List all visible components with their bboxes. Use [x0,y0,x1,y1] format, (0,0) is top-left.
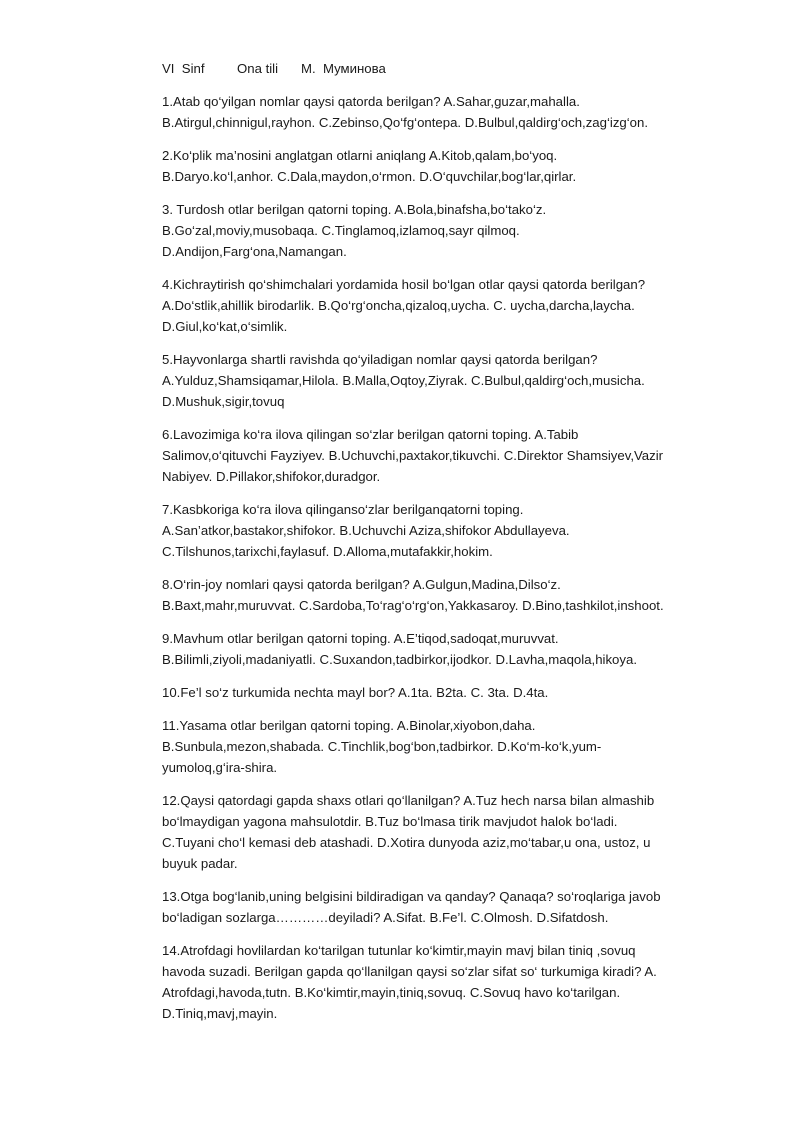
question-item [162,790,702,874]
question-line: 3. Turdosh otlar berilgan qatorni toping. A.Bola,binafsha,bo‘tako‘z. [162,202,547,217]
question-line: 8.O‘rin-joy nomlari qaysi qatorda berilgan? A.Gulgun,Madina,Dilso‘z. [162,577,561,592]
question-line: 7.Kasbkoriga ko‘ra ilova qilinganso‘zlar berilganqatorni toping. [162,502,524,517]
question-line: B.Go‘zal,moviy,musobaqa. C.Tinglamoq,izlamoq,sayr qilmoq. [162,223,520,238]
question-line: 4.Kichraytirish qo‘shimchalari yordamida hosil bo‘lgan otlar qaysi qatorda berilgan? [162,277,646,292]
question-item [162,940,702,1024]
question-line: buyuk padar. [162,856,238,871]
question-item [162,715,702,778]
question-line: Atrofdagi,havoda,tutn. B.Ko‘kimtir,mayin,tiniq,sovuq. C.Sovuq havo ko‘tarilgan. [162,985,621,1000]
question-item [162,574,702,616]
worksheet-header [162,58,702,79]
question-item [162,886,702,928]
question-item [162,145,702,187]
worksheet-page [162,58,702,1036]
question-item [162,91,702,133]
question-line: A.San’atkor,bastakor,shifokor. B.Uchuvchi Aziza,shifokor Abdullayeva. [162,523,570,538]
question-line: 9.Mavhum otlar berilgan qatorni toping. A.E’tiqod,sadoqat,muruvvat. [162,631,559,646]
question-line: 5.Hayvonlarga shartli ravishda qo‘yiladigan nomlar qaysi qatorda berilgan? [162,352,598,367]
question-line: Nabiyev. D.Pillakor,shifokor,duradgor. [162,469,381,484]
question-line: B.Atirgul,chinnigul,rayhon. C.Zebinso,Qo‘fg‘ontepa. D.Bulbul,qaldirg‘och,zag‘izg‘on. [162,115,649,130]
grade-label: VI Sinf [162,61,205,76]
question-line: D.Andijon,Farg‘ona,Namangan. [162,244,347,259]
subject-label: Ona tili [237,61,279,76]
question-line: C.Tilshunos,tarixchi,faylasuf. D.Alloma,mutafakkir,hokim. [162,544,493,559]
question-line: 12.Qaysi qatordagi gapda shaxs otlari qo‘llanilgan? A.Tuz hech narsa bilan almashib [162,793,655,808]
question-line: B.Daryo.ko‘l,anhor. C.Dala,maydon,o‘rmon. D.O‘quvchilar,bog‘lar,qirlar. [162,169,577,184]
question-item [162,199,702,262]
question-line: Salimov,o‘qituvchi Fayziyev. B.Uchuvchi,paxtakor,tikuvchi. C.Direktor Shamsiyev,Vazir [162,448,664,463]
question-line: 6.Lavozimiga ko‘ra ilova qilingan so‘zlar berilgan qatorni toping. A.Tabib [162,427,579,442]
question-line: A.Do‘stlik,ahillik birodarlik. B.Qo‘rg‘oncha,qizaloq,uycha. C. uycha,darcha,laycha. [162,298,635,313]
question-line: B.Bilimli,ziyoli,madaniyatli. C.Suxandon,tadbirkor,ijodkor. D.Lavha,maqola,hikoya. [162,652,637,667]
question-item [162,349,702,412]
question-line: yumoloq,g‘ira-shira. [162,760,278,775]
question-line: 13.Otga bog‘lanib,uning belgisini bildiradigan va qanday? Qanaqa? so‘roqlariga javob [162,889,661,904]
question-line: 10.Fe’l so‘z turkumida nechta mayl bor? A.1ta. B2ta. C. 3ta. D.4ta. [162,685,549,700]
question-line: C.Tuyani cho‘l kemasi deb atashadi. D.Xotira dunyoda aziz,mo‘tabar,u ona, ustoz, u [162,835,651,850]
question-line: 14.Atrofdagi hovlilardan ko‘tarilgan tutunlar ko‘kimtir,mayin mavj bilan tiniq ,sovuq [162,943,636,958]
question-line: havoda suzadi. Berilgan gapda qo‘llanilgan qaysi so‘zlar sifat so‘ turkumiga kiradi? A. [162,964,657,979]
question-line: bo‘ladigan sozlarga…………deyiladi? A.Sifat. B.Fe’l. C.Olmosh. D.Sifatdosh. [162,910,609,925]
question-item [162,628,702,670]
question-line: D.Mushuk,sigir,tovuq [162,394,285,409]
question-line: B.Sunbula,mezon,shabada. C.Tinchlik,bog‘bon,tadbirkor. D.Ko‘m-ko‘k,yum- [162,739,602,754]
question-line: D.Tiniq,mavj,mayin. [162,1006,278,1021]
question-line: 2.Ko‘plik ma’nosini anglatgan otlarni aniqlang A.Kitob,qalam,bo‘yoq. [162,148,558,163]
question-item [162,682,702,703]
question-item [162,274,702,337]
question-list [162,91,702,1024]
question-line: A.Yulduz,Shamsiqamar,Hilola. B.Malla,Oqtoy,Ziyrak. C.Bulbul,qaldirg‘och,musicha. [162,373,645,388]
question-item [162,424,702,487]
question-line: D.Giul,ko‘kat,o‘simlik. [162,319,288,334]
author-label: M. Муминова [301,61,386,76]
question-item [162,499,702,562]
question-line: B.Baxt,mahr,muruvvat. C.Sardoba,To‘rag‘o‘rg‘on,Yakkasaroy. D.Bino,tashkilot,inshoot. [162,598,664,613]
question-line: 1.Atab qo‘yilgan nomlar qaysi qatorda berilgan? A.Sahar,guzar,mahalla. [162,94,580,109]
question-line: 11.Yasama otlar berilgan qatorni toping. A.Binolar,xiyobon,daha. [162,718,536,733]
question-line: bo‘lmaydigan yagona mahsulotdir. B.Tuz bo‘lmasa tirik mavjudot halok bo‘ladi. [162,814,618,829]
